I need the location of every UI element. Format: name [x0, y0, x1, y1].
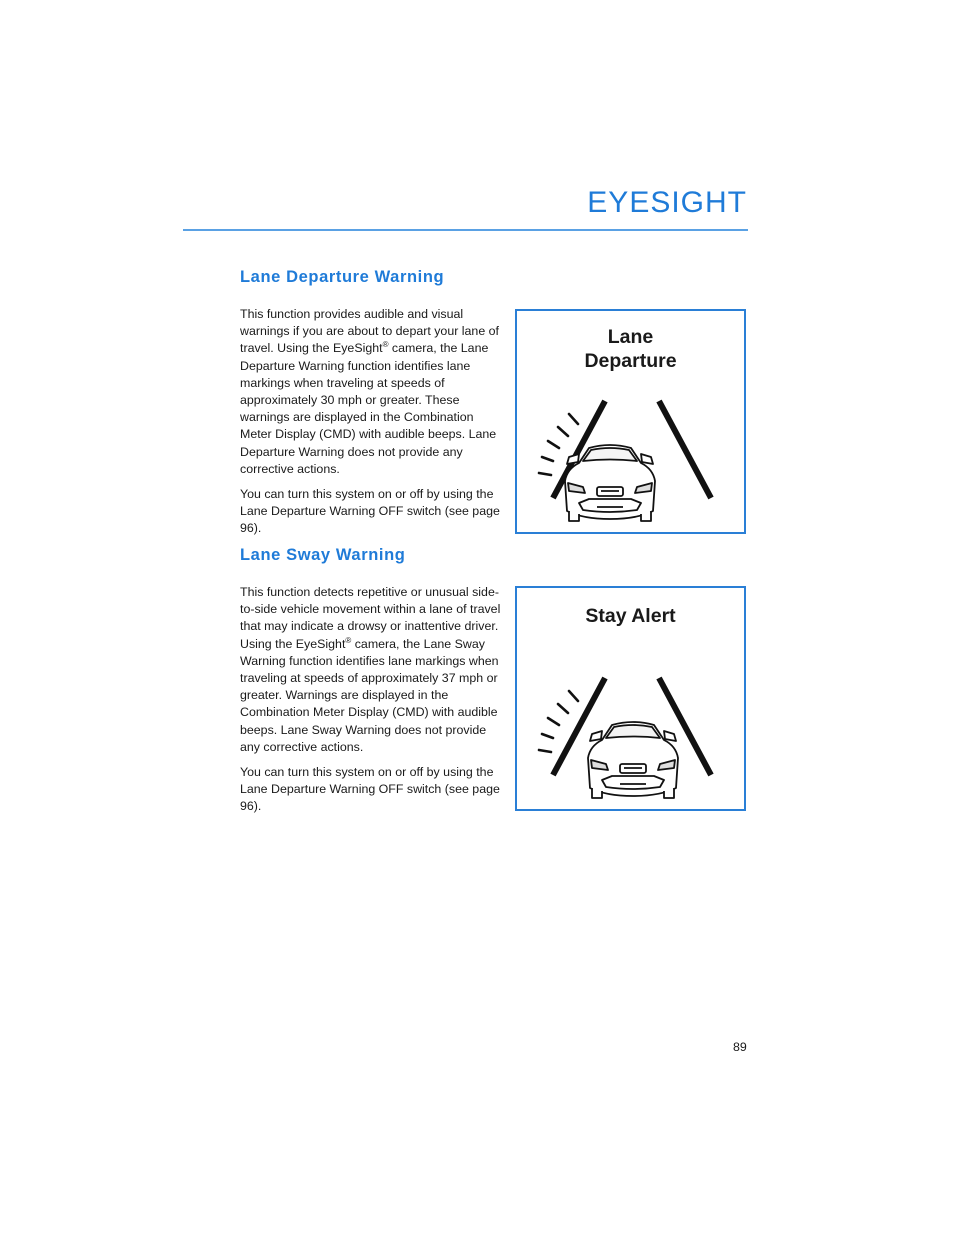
- section-title-lane-sway: Lane Sway Warning: [240, 546, 406, 564]
- figure-caption: Lane Departure: [584, 326, 677, 372]
- registered-mark: ®: [382, 340, 389, 350]
- header-divider: [183, 229, 748, 231]
- page-number: 89: [733, 1040, 747, 1054]
- paragraph: You can turn this system on or off by using the Lane Departure Warning OFF switch (see page 96).: [240, 487, 500, 536]
- section-body-lane-sway: [240, 584, 502, 824]
- registered-mark: ®: [345, 635, 352, 645]
- lane-departure-figure: [515, 309, 746, 534]
- paragraph: This function provides audible and visual warnings if you are about to depart your lane of travel. Using the EyeSight® camera, the Lane Departure Warning function identifies lane markings when traveling at speeds of approximately 30 mph or greater. These warnings are displayed in the Combination Meter Display (CMD) with audible beeps. Lane Departure Warning does not provide any corrective actions.: [240, 307, 499, 476]
- car-icon: [565, 445, 655, 521]
- paragraph: This function detects repetitive or unusual side-to-side vehicle movement within a lane of travel that may indicate a drowsy or inattentive driver. Using the EyeSight® camera, the Lane Sway Warning function identifies lane markings when traveling at speeds of approximately 37 mph or greater. Warnings are displayed in the Combination Meter Display (CMD) with audible beeps. Lane Sway Warning does not provide any corrective actions.: [240, 585, 501, 754]
- figure-caption: Stay Alert: [585, 605, 676, 627]
- paragraph: You can turn this system on or off by using the Lane Departure Warning OFF switch (see page 96).: [240, 765, 500, 814]
- section-body-lane-departure: [240, 306, 502, 546]
- section-title-lane-departure: Lane Departure Warning: [240, 268, 445, 286]
- chapter-title: EYESIGHT: [587, 186, 747, 219]
- lane-line-right: [659, 401, 711, 498]
- car-icon: [588, 722, 678, 798]
- stay-alert-figure: [515, 586, 746, 811]
